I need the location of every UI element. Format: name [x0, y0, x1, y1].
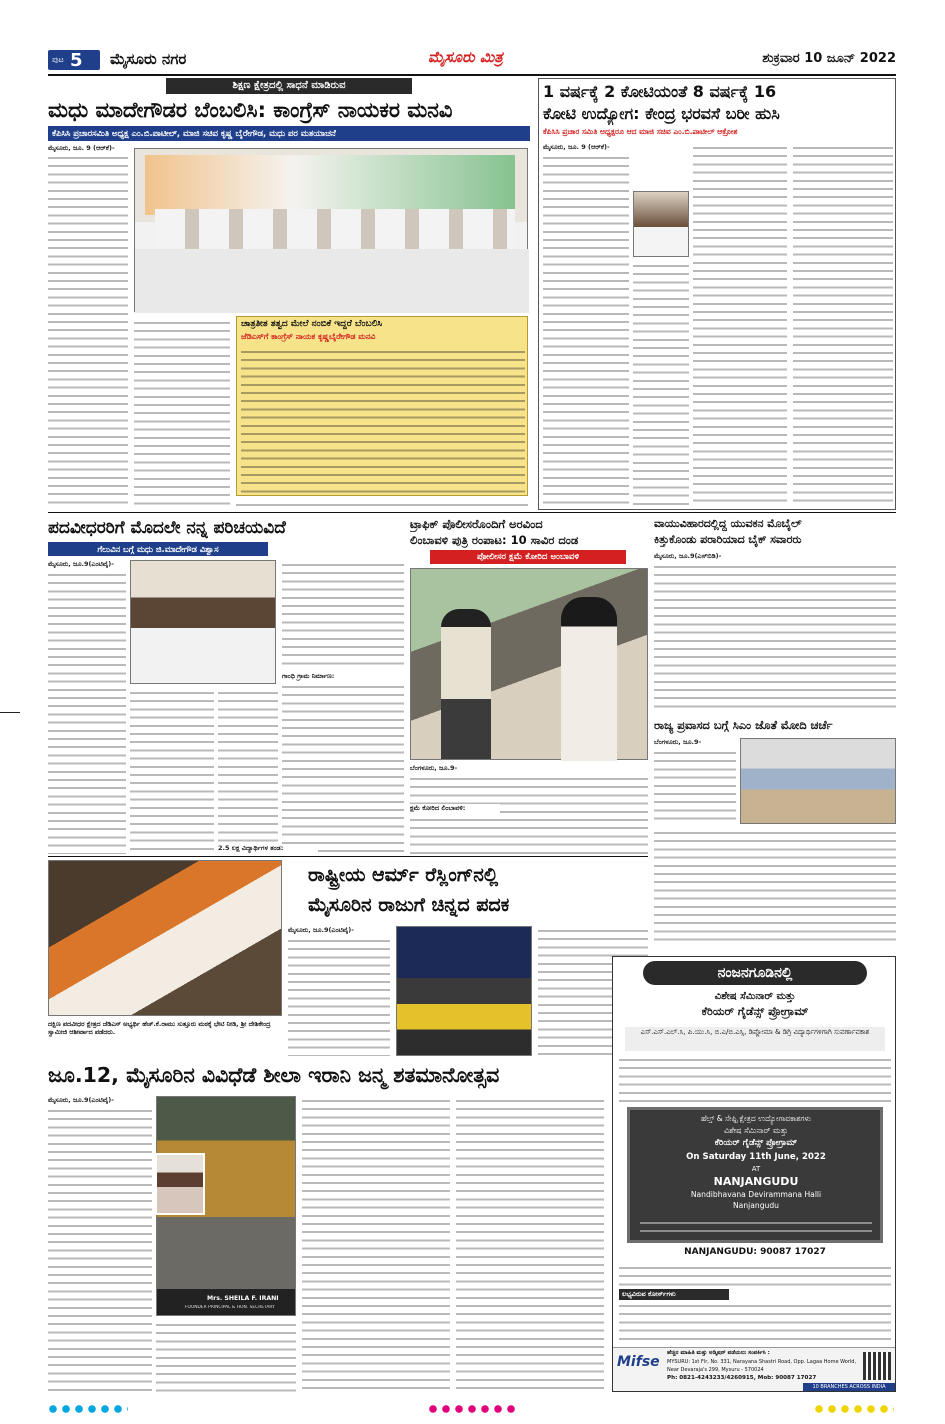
- police-figure: [441, 609, 491, 759]
- story-suttur-visit: [48, 860, 282, 1056]
- table-front: [135, 249, 529, 313]
- board-program: ಕೆರಿಯರ್ ಗೈಡೆನ್ಸ್ ಪ್ರೋಗ್ರಾಮ್: [714, 1138, 798, 1148]
- bust-statue-photo: [156, 1096, 296, 1316]
- mb-patil-portrait: [633, 191, 689, 257]
- story-dateline: ಬೆಂಗಳೂರು, ಜೂ.9-: [654, 738, 702, 746]
- story-dateline: ಬೆಂಗಳೂರು, ಜೂ.9-: [410, 764, 458, 772]
- story-dateline: ಮೈಸೂರು, ಜೂ. 9 (ಆರ್‌ಕೆ)-: [48, 144, 115, 152]
- story-body-col4: [456, 1096, 604, 1392]
- story-body-col3: [793, 143, 893, 507]
- ad-branches-strip: 10 BRANCHES ACROSS INDIA: [803, 1383, 895, 1391]
- story-body-col3: [236, 500, 528, 509]
- board-venue-line1: Nandibhavana Devirammana Halli: [690, 1190, 822, 1199]
- inset-subhead: ಜೆಡಿಎಸ್‌ಗೆ ಕಾಂಗ್ರೆಸ್ ನಾಯಕ ಕೃಷ್ಣಬೈರೇಗೌಡ ಮನವಿ: [241, 332, 376, 341]
- story-section-head: ಗಾಂಧಿ ಗ್ರಾಮ ನಿರ್ಮಾಣ:: [282, 672, 335, 680]
- ad-place-title: ನಂಜನಗೂಡಿನಲ್ಲಿ: [643, 961, 867, 985]
- medal-winner-photo: [396, 926, 532, 1056]
- story-dateline: ಮೈಸೂರು, ಜೂ. 9 (ಆರ್‌ಕೆ)-: [543, 143, 610, 151]
- board-city: NANJANGUDU: [713, 1175, 799, 1188]
- ad-courses-title: ಲಭ್ಯವಿರುವ ಕೋರ್ಸ್‌ಗಳು: [619, 1289, 729, 1300]
- ad-phone-line: NANJANGUDU: 90087 17027: [684, 1247, 826, 1257]
- story-body-col1: [48, 1106, 152, 1392]
- row-rule-2: [48, 856, 648, 857]
- speaker-row: [155, 209, 515, 249]
- madhu-portrait: [130, 560, 276, 684]
- board-at: AT: [751, 1165, 761, 1173]
- ad-seminar-title: ವಿಶೇಷ ಸೆಮಿನಾರ್ ಮತ್ತು: [714, 991, 796, 1002]
- story-body-col4-top: [282, 560, 404, 668]
- story-subhead: ಕೆಪಿಸಿಸಿ ಪ್ರಚಾರಸಮಿತಿ ಅಧ್ಯಕ್ಷ ಎಂ.ಬಿ.ಪಾಟೀಲ್, ಮಾಜಿ ಸಚಿವ ಕೃಷ್ಣ ಬೈರೇಗೌಡ, ಮಧು ಪರ ಮತಯಾಚನೆ: [48, 126, 530, 141]
- story-sheila-irani: [48, 1060, 604, 1392]
- story-body-col2: [134, 318, 230, 508]
- portrait-inset: [155, 1153, 205, 1215]
- story-headline-line2: ಕೋಟಿ ಉದ್ಯೋಗ: ಕೇಂದ್ರ ಭರವಸೆ ಬರೀ ಹುಸಿ: [543, 104, 780, 123]
- story-dateline: ಮೈಸೂರು, ಜೂ.9(ಎಂಟಿವೈ)-: [48, 560, 114, 568]
- story-body-col1: [543, 153, 629, 507]
- story-body-col3: [302, 1096, 450, 1392]
- story-headline-line2: ಕಿತ್ತುಕೊಂಡು ಪರಾರಿಯಾದ ಬೈಕ್ ಸವಾರರು: [654, 533, 802, 546]
- story-body-col2b: [633, 261, 689, 507]
- banner-backdrop: [145, 155, 515, 215]
- traffic-police-photo: [410, 568, 648, 760]
- inset-body: [241, 347, 525, 493]
- story-headline-line1: ರಾಷ್ಟ್ರೀಯ ಆರ್ಮ್ ರೆಸ್ಲಿಂಗ್‌ನಲ್ಲಿ: [308, 864, 499, 886]
- story-body-col1: [654, 748, 736, 824]
- page-label: ಪುಟ: [52, 55, 64, 64]
- story-section-head: ಕ್ಷಮೆ ಕೋರಿದ ಲಿಂಬಾವಳಿ:: [410, 804, 500, 813]
- inset-headline: ಚಾತ್ರತೀತ ತತ್ವದ ಮೇಲೆ ನಂಬಿಕೆ ಇದ್ದರೆ ಬೆಂಬಲಿಸಿ: [241, 319, 383, 329]
- board-note: [640, 1218, 872, 1236]
- story-headline-line1: ಟ್ರಾಫಿಕ್ ಪೊಲೀಸರೊಂದಿಗೆ ಅರವಿಂದ: [410, 517, 543, 531]
- story-graduates: [48, 516, 404, 854]
- story-dateline: ಮೈಸೂರು, ಜೂ.9(ಎಂಟಿವೈ)-: [288, 926, 354, 934]
- story-subhead: ಗೆಲುವಿನ ಬಗ್ಗೆ ಮಧು ಜಿ.ಮಾದೇಗೌಡ ವಿಶ್ವಾಸ: [48, 542, 268, 556]
- story-arm-wrestling: [288, 860, 648, 1056]
- page-number: 5: [70, 50, 83, 71]
- story-body: [410, 774, 648, 854]
- story-subhead: ಪೋಲೀಸರ ಕ್ಷಮೆ ಕೋರಿದ ಅಂಬಾವಳಿ: [430, 550, 626, 564]
- color-dot-row-right: [814, 1404, 894, 1414]
- qr-code-icon: [863, 1352, 891, 1380]
- board-title: ಹೆಲ್ತ್ & ಸೇಫ್ಟಿ ಕ್ಷೇತ್ರದ ಉದ್ಯೋಗಾವಕಾಶಗಳು: [700, 1114, 812, 1123]
- story-body-col1: [48, 153, 128, 508]
- page-masthead: [48, 46, 896, 72]
- masthead-rule: [48, 74, 896, 76]
- ad-promo-text: [619, 1263, 891, 1287]
- story-body-col4-bottom: [282, 682, 404, 854]
- mifse-logo: Mifse: [617, 1354, 660, 1370]
- color-dot-row-left: [48, 1404, 128, 1414]
- ad-courses-text: [619, 1301, 891, 1341]
- story-headline-line1: 1 ವರ್ಷಕ್ಕೆ 2 ಕೋಟಿಯಂತೆ 8 ವರ್ಷಕ್ಕೆ 16: [543, 82, 777, 101]
- story-dateline: ಮೈಸೂರು, ಜೂ.9(ಎಂಟಿವೈ)-: [48, 1096, 114, 1104]
- story-headline-line1: ವಾಯುವಿಹಾರದಲ್ಲಿದ್ದ ಯುವಕನ ಮೊಬೈಲ್: [654, 517, 802, 530]
- paper-name-logo: ಮೈಸೂರು ಮಿತ್ರ: [428, 48, 503, 66]
- swamiji-visit-photo: [48, 860, 282, 1016]
- press-meet-photo: [134, 148, 528, 312]
- ad-program-title: ಕೆರಿಯರ್ ಗೈಡೆನ್ಸ್ ಪ್ರೋಗ್ರಾಮ್: [701, 1005, 809, 1018]
- woman-figure: [561, 597, 617, 761]
- page-number-badge: [48, 50, 100, 70]
- story-subhead: ಕೆಪಿಸಿಸಿ ಪ್ರಚಾರ ಸಮಿತಿ ಅಧ್ಯಕ್ಷರೂ ಆದ ಮಾಜಿ ಸಚಿವ ಎಂ.ಬಿ.ಪಾಟೀಲ್ ಆಕ್ರೋಶ: [543, 127, 738, 136]
- board-date: On Saturday 11th June, 2022: [686, 1152, 826, 1162]
- row-rule-1: [48, 512, 896, 513]
- ad-footer: [613, 1347, 895, 1391]
- career-seminar-ad: [612, 956, 896, 1392]
- ad-intro-text: [619, 1055, 891, 1103]
- story-section-head-2: 2.5 ಲಕ್ಷ ವಿದ್ಯಾರ್ಥಿಗಳ ತಂಡ:: [218, 844, 318, 853]
- story-dateline: ಮೈಸೂರು, ಜೂ.9(ಎಸ್‌ಬಿಡಿ)-: [654, 552, 722, 560]
- story-body-col2: [693, 143, 787, 507]
- story-headline: ರಾಜ್ಯ ಪ್ರವಾಸದ ಬಗ್ಗೆ ಸಿಎಂ ಜೊತೆ ಮೋದಿ ಚರ್ಚೆ: [654, 718, 833, 732]
- story-body: [654, 562, 896, 712]
- cm-meeting-photo: [740, 738, 896, 824]
- ad-contact-phone: Ph: 0821-4243233/4260915, Mob: 90087 17027: [667, 1375, 817, 1381]
- section-title: ಮೈಸೂರು ನಗರ: [110, 50, 187, 68]
- story-madhu-support: [48, 78, 530, 510]
- story-kicker: ಶಿಕ್ಷಣ ಕ್ಷೇತ್ರದಲ್ಲಿ ಸಾಧನೆ ಮಾಡಿರುವ: [166, 78, 412, 94]
- ad-eligibility: ಎಸ್.ಎಸ್.ಎಲ್.ಸಿ, ಪಿ.ಯು.ಸಿ, ಬಿ.ಎ/ಬಿ.ಎಸ್ಸಿ, ಡಿಪ್ಲೋಮಾ & ಡಿಗ್ರಿ ವಿದ್ಯಾರ್ಥಿಗಳಿಗಾಗಿ ಸುವರ್ಣಾವಕಾಶ: [625, 1027, 885, 1051]
- color-dot-row-center: [428, 1404, 518, 1414]
- story-body-col1: [48, 570, 126, 854]
- story-mobile-snatch: [654, 516, 896, 712]
- story-body-col2: [130, 688, 214, 854]
- story-traffic-police: [410, 516, 648, 854]
- story-headline-line2: ಲಿಂಬಾವಳಿ ಪುತ್ರಿ ರಂಪಾಟ: 10 ಸಾವಿರ ದಂಡ: [410, 533, 579, 547]
- ad-contact-head: ಹೆಚ್ಚಿನ ಮಾಹಿತಿ ಮತ್ತು ಅಡ್ಮಿಷನ್ ಪಡೆಯಲು ಸಂಪರ್ಕಿಸಿ :: [667, 1350, 770, 1356]
- photo-caption: ದಕ್ಷಿಣ ಪದವೀಧರ ಕ್ಷೇತ್ರದ ಜೆಡಿಎಸ್ ಅಭ್ಯರ್ಥಿ ಹೆಚ್.ಕೆ.ರಾಮು ಸುತ್ತೂರು ಮಠಕ್ಕೆ ಭೇಟಿ ನೀಡಿ, ಶ್ರೀ ದೇಶಿಕೇಂದ್ರ ಸ್ವಾಮೀಜಿ ಆಶೀರ್ವಾದ ಪಡೆದರು.: [48, 1020, 271, 1036]
- story-body-col3: [218, 688, 278, 854]
- story-body-full: [654, 828, 896, 946]
- board-venue-line2: Nanjangudu: [733, 1201, 779, 1210]
- story-headline: ಪದವೀಧರರಿಗೆ ಮೊದಲೇ ನನ್ನ ಪರಿಚಯವಿದೆ: [48, 518, 286, 538]
- plaque-name: Mrs. SHEILA F. IRANI: [207, 1295, 279, 1302]
- story-headline-line2: ಮೈಸೂರಿನ ರಾಜುಗೆ ಚಿನ್ನದ ಪದಕ: [308, 894, 510, 916]
- story-body: [288, 936, 390, 1056]
- story-modi-cm: [654, 716, 896, 946]
- ad-contact-address: MYSURU: 1st Flr, No. 331, Narayana Shastri Road, Opp. Lagaa Home World, Near Devaraja's 299, Mysuru - 570024: [667, 1359, 857, 1373]
- story-jobs-promise: [538, 78, 896, 510]
- story-body-col2: [156, 1320, 296, 1392]
- plaque-title: FOUNDER PRINCIPAL & HON. SECRETARY: [185, 1305, 275, 1310]
- story-headline: ಮಧು ಮಾದೇಗೌಡರ ಬೆಂಬಲಿಸಿ: ಕಾಂಗ್ರೆಸ್ ನಾಯಕರ ಮನವಿ: [48, 98, 453, 122]
- issue-date: ಶುಕ್ರವಾರ 10 ಜೂನ್ 2022: [762, 51, 896, 66]
- fold-mark: [0, 712, 20, 713]
- story-headline: ಜೂ.12, ಮೈಸೂರಿನ ವಿವಿಧೆಡೆ ಶೀಲಾ ಇರಾನಿ ಜನ್ಮ ಶತಮಾನೋತ್ಸವ: [48, 1063, 500, 1087]
- board-subtitle: ವಿಶೇಷ ಸೆಮಿನಾರ್ ಮತ್ತು: [723, 1126, 789, 1135]
- ad-chalkboard: [627, 1107, 883, 1243]
- inset-box: [236, 316, 528, 496]
- registration-marks-bottom: [48, 1402, 896, 1416]
